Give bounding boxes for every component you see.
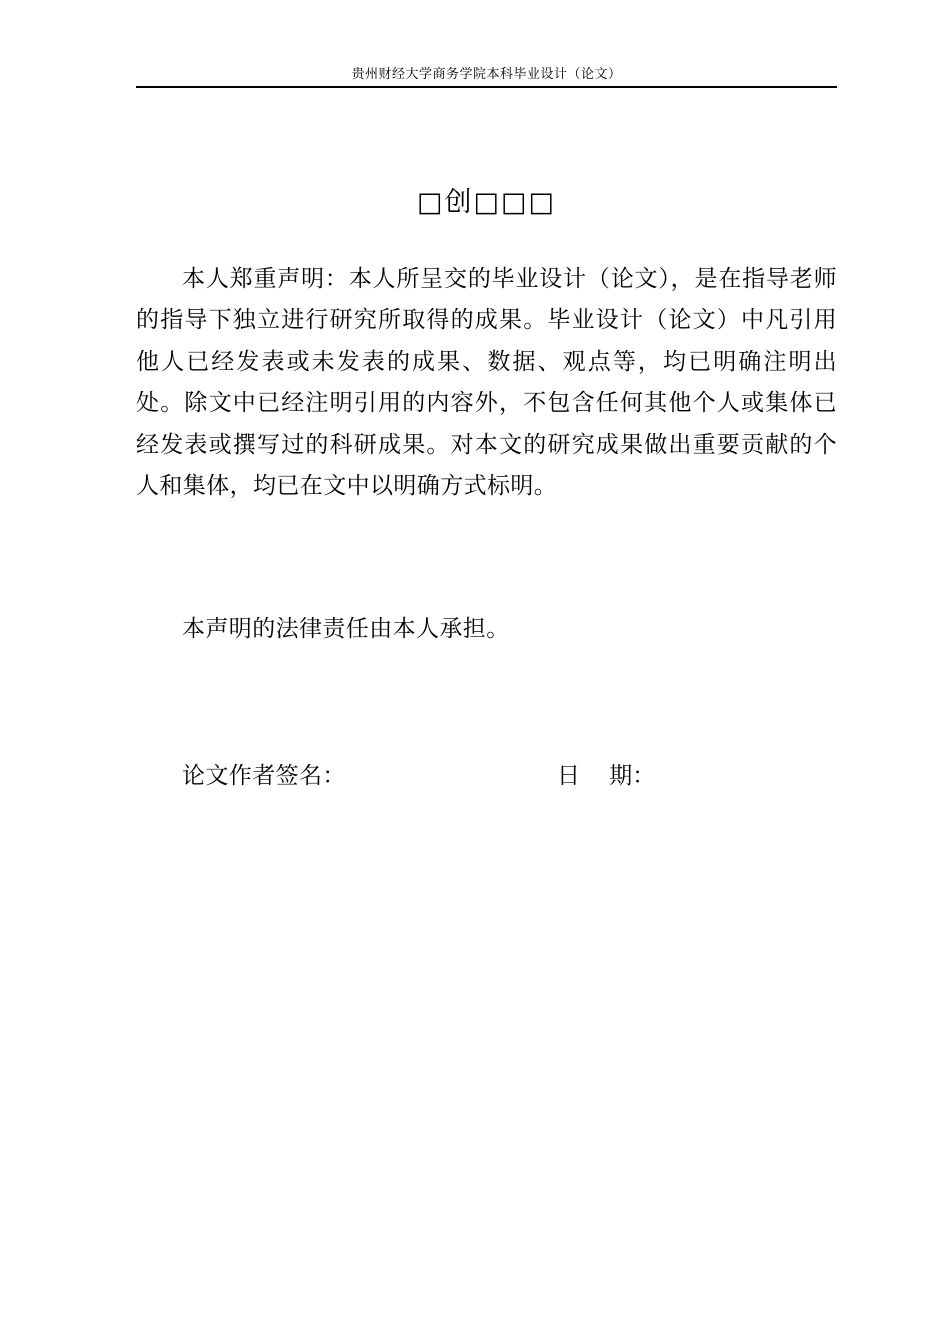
author-signature-label: 论文作者签名： bbox=[182, 763, 346, 789]
page-header bbox=[136, 66, 837, 88]
signature-row bbox=[182, 756, 782, 797]
header-text: 贵州财经大学商务学院本科毕业设计（论文） bbox=[351, 67, 622, 82]
page-title: □创□□□ bbox=[416, 187, 557, 218]
declaration-paragraph: 本人郑重声明：本人所呈交的毕业设计（论文），是在指导老师的指导下独立进行研究所取得的成果。毕业设计（论文）中凡引用他人已经发表或未发表的成果、数据、观点等，均已明确注明出处。除文中已经注明引用的内容外，不包含任何其他个人或集体已经发表或撰写过的科研成果。对本文的研究成果做出重要贡献的个人和集体，均已在文中以明确方式标明。 bbox=[136, 266, 837, 500]
date-label: 日 期： bbox=[557, 763, 656, 789]
legal-responsibility-statement: 本声明的法律责任由本人承担。 bbox=[182, 616, 510, 642]
